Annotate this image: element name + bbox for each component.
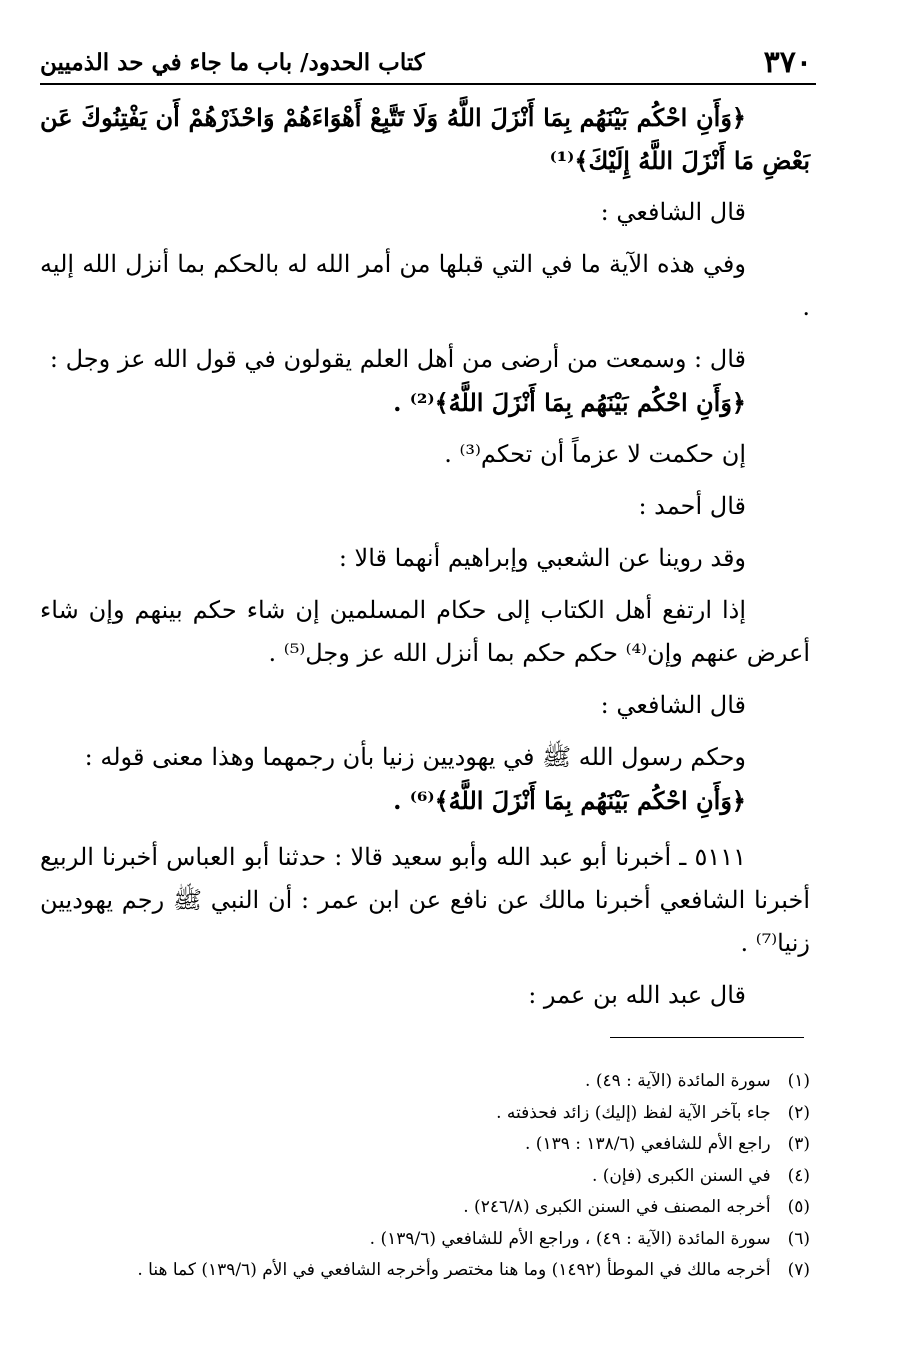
quran-verse: ﴿وَأَنِ احْكُم بَيْنَهُم بِمَا أَنْزَلَ اللَّهُ وَلَا تَتَّبِعْ أَهْوَاءَهُمْ وَاحْذَرْهُمْ أَن يَفْتِنُوكَ عَن بَعْضِ مَا أَنْزَلَ اللَّهُ إِلَيْكَ﴾⁽¹⁾ bbox=[40, 103, 810, 175]
paragraph: إن حكمت لا عزماً أن تحكم⁽³⁾ . bbox=[444, 440, 746, 468]
footnote-item bbox=[60, 1255, 810, 1287]
footnote-text: سورة المائدة (الآية : ٤٩) ، وراجع الأم للشافعي (١٣٩/٦) . bbox=[369, 1228, 771, 1249]
paragraph: إذا ارتفع أهل الكتاب إلى حكام المسلمين إن شاء حكم بينهم وإن شاء أعرض عنهم وإن⁽⁴⁾ حكم حكم بما أنزل الله عز وجل⁽⁵⁾ . bbox=[40, 596, 810, 667]
footnote-number: (٥) bbox=[787, 1197, 810, 1217]
footnote-text: أخرجه مالك في الموطأ (١٤٩٢) وما هنا مختصر وأخرجه الشافعي في الأم (١٣٩/٦) كما هنا . bbox=[137, 1260, 771, 1280]
speaker-heading: قال عبد الله بن عمر : bbox=[528, 981, 746, 1009]
footnote-item bbox=[60, 1192, 810, 1224]
footnote-number: (٤) bbox=[787, 1165, 810, 1186]
speaker-heading: قال الشافعي : bbox=[600, 691, 746, 719]
paragraph: وقد روينا عن الشعبي وإبراهيم أنهما قالا : bbox=[338, 544, 746, 572]
footnote-number: (٦) bbox=[787, 1228, 810, 1249]
footnote-text: في السنن الكبرى (فإن) . bbox=[591, 1165, 771, 1186]
speaker-heading: قال الشافعي : bbox=[600, 198, 746, 226]
footnote-text: سورة المائدة (الآية : ٤٩) . bbox=[585, 1071, 771, 1091]
footnote-item bbox=[60, 1098, 810, 1130]
footnote-text: راجع الأم للشافعي (١٣٨/٦ : ١٣٩) . bbox=[524, 1134, 771, 1154]
quran-verse: ﴿وَأَنِ احْكُم بَيْنَهُم بِمَا أَنْزَلَ اللَّهُ﴾⁽⁶⁾ . bbox=[393, 786, 746, 815]
header-divider bbox=[40, 83, 816, 85]
paragraph: وحكم رسول الله ﷺ في يهوديين زنيا بأن رجمهما وهذا معنى قوله : bbox=[84, 743, 746, 771]
footnote-item bbox=[60, 1161, 810, 1193]
footnotes bbox=[60, 1066, 810, 1287]
hadith-paragraph: ٥١١١ ـ أخبرنا أبو عبد الله وأبو سعيد قالا : حدثنا أبو العباس أخبرنا الربيع أخبرنا الشافعي أخبرنا مالك عن نافع عن ابن عمر : أن النبي ﷺ رجم يهوديين زنيا⁽⁷⁾ . bbox=[40, 843, 810, 957]
paragraph: قال : وسمعت من أرضى من أهل العلم يقولون في قول الله عز وجل : bbox=[49, 345, 746, 373]
footnote-number: (٣) bbox=[787, 1134, 810, 1154]
footnote-text: أخرجه المصنف في السنن الكبرى (٢٤٦/٨) . bbox=[463, 1197, 771, 1217]
footnote-number: (١) bbox=[787, 1071, 810, 1091]
footnote-text: جاء بآخر الآية لفظ (إليك) زائد فحذفته . bbox=[496, 1102, 771, 1123]
running-header bbox=[40, 40, 816, 80]
quran-verse: ﴿وَأَنِ احْكُم بَيْنَهُم بِمَا أَنْزَلَ اللَّهُ﴾⁽²⁾ . bbox=[393, 388, 746, 417]
speaker-heading: قال أحمد : bbox=[638, 492, 746, 520]
footnote-number: (٧) bbox=[787, 1260, 810, 1280]
chapter-title: كتاب الحدود/ باب ما جاء في حد الذميين bbox=[40, 49, 425, 76]
footnote-item bbox=[60, 1066, 810, 1098]
page-number: ٣٧٠ bbox=[763, 45, 812, 80]
paragraph: وفي هذه الآية ما في التي قبلها من أمر الله له بالحكم بما أنزل الله إليه . bbox=[40, 250, 810, 321]
footnote-item bbox=[60, 1129, 810, 1161]
footnote-number: (٢) bbox=[787, 1102, 810, 1123]
footnote-divider bbox=[610, 1037, 804, 1038]
footnote-item bbox=[60, 1224, 810, 1256]
main-text bbox=[40, 96, 810, 1017]
